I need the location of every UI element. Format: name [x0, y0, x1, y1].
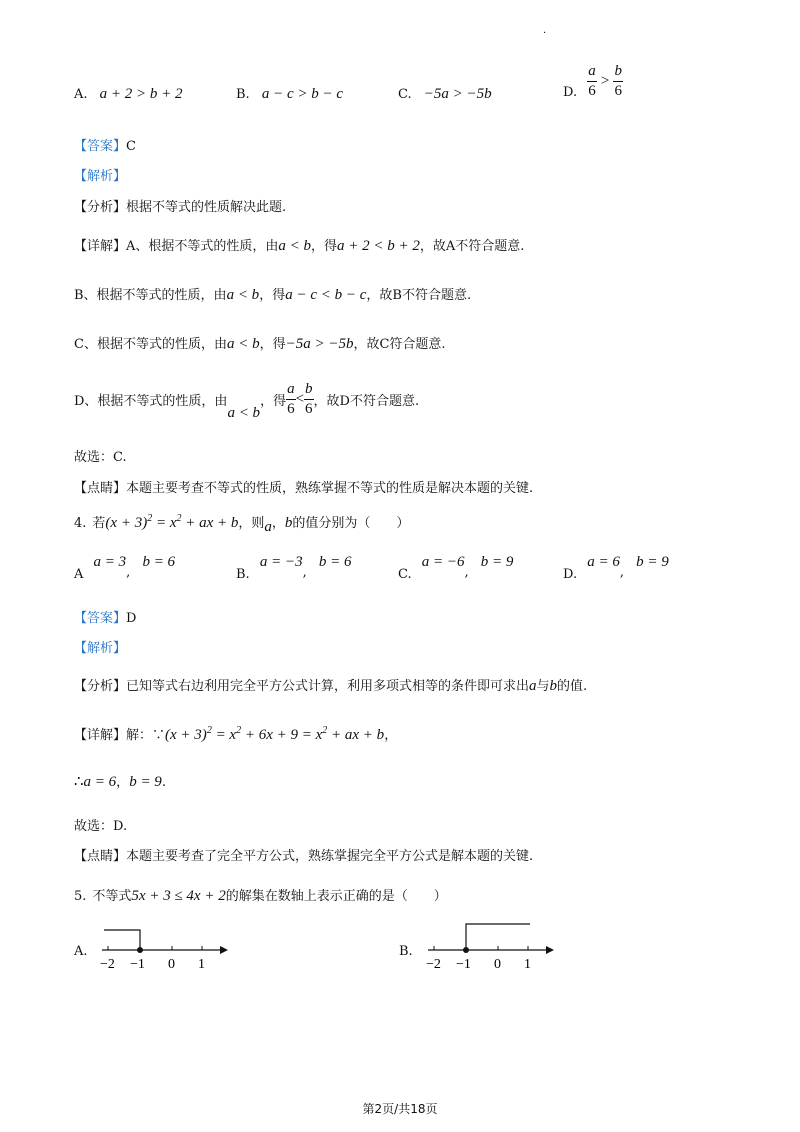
q3-option-b — [236, 86, 343, 103]
q3-detail-d: D、根据不等式的性质，由a < b，得 $\frac{a}{6}$ < $\frac{b}{6}$ ，故D不符合题意. — [74, 381, 420, 421]
option-expr: −5a > −5b — [423, 86, 492, 102]
fraction: $\frac{a}{6}$ — [588, 63, 596, 99]
number-line-b — [418, 918, 558, 974]
tick-label: 0 — [168, 957, 175, 972]
q3-analysis-tag: 【解析】 — [74, 169, 127, 184]
page-footer: 第2页/共18页 — [362, 1102, 438, 1116]
q4-stem: 4. 若$(x + 3)^2 = x^2$ + ax + b，则a，b的值分别为（ ） — [74, 513, 410, 535]
tick-label: 1 — [198, 957, 205, 972]
option-label: B. — [236, 87, 250, 102]
q4-choose: 故选：D. — [74, 819, 128, 834]
q4-dianjing: 【点睛】本题主要考查了完全平方公式，熟练掌握完全平方公式是解本题的关键. — [74, 849, 534, 864]
q3-detail-a: 【详解】A、根据不等式的性质，由a < b，得a + 2 < b + 2，故A不符合题意. — [74, 238, 525, 254]
q4-detail: 【详解】解：∵(x + $3)^2 = x^2 + 6x + 9 = x^2$ + ax + b， — [74, 725, 398, 743]
q3-option-a — [74, 86, 183, 103]
answer-value: C — [126, 139, 136, 154]
fraction: $\frac{b}{6}$ — [614, 63, 622, 99]
tick-label: −1 — [130, 957, 145, 972]
q3-option-c — [398, 86, 492, 103]
q3-detail-c: C、根据不等式的性质，由a < b，得−5a > −5b，故C符合题意. — [74, 336, 446, 352]
q4-option-a: A a = 3, b = 6 — [74, 554, 176, 582]
top-mark: · — [543, 28, 547, 39]
q4-answer: 【答案】D — [74, 611, 137, 626]
fenxi-text: 根据不等式的性质解决此题. — [126, 200, 287, 215]
option-label: C. — [398, 87, 412, 102]
option-label: A. — [74, 87, 88, 102]
option-expr: a − c > b − c — [261, 86, 344, 102]
q3-dianjing: 【点睛】本题主要考查不等式的性质，熟练掌握不等式的性质是解决本题的关键. — [74, 481, 534, 496]
answer-tag: 【答案】 — [74, 139, 127, 154]
tick-label: 1 — [524, 957, 531, 972]
fenxi-tag: 【分析】 — [74, 200, 127, 215]
tick-label: −2 — [426, 957, 441, 972]
q3-answer — [74, 135, 136, 154]
q4-analysis-tag: 【解析】 — [74, 641, 127, 656]
q4-therefore: ∴a = 6，b = 9. — [74, 774, 166, 790]
q4-fenxi: 【分析】已知等式右边利用完全平方公式计算，利用多项式相等的条件即可求出a与b的值. — [74, 678, 588, 694]
tick-label: −2 — [100, 957, 115, 972]
fraction: $\frac{b}{6}$ — [305, 381, 313, 417]
q5-option-a-label: A. — [74, 944, 88, 959]
q3-choose: 故选：C. — [74, 450, 127, 465]
tick-label: 0 — [494, 957, 501, 972]
tick-label: −1 — [456, 957, 471, 972]
option-expr: a + 2 > b + 2 — [99, 86, 183, 102]
number-line-a — [92, 918, 232, 974]
option-label: D. — [563, 85, 578, 100]
q5-option-b-label: B. — [399, 944, 413, 959]
q3-option-d — [563, 63, 623, 100]
q4-option-d: D. a = 6, b = 9 — [563, 554, 669, 582]
q5-stem: 5. 不等式5x + 3 ≤ 4x + 2的解集在数轴上表示正确的是（ ） — [74, 888, 447, 904]
q4-option-b: B. a = −3, b = 6 — [236, 554, 352, 582]
q4-option-c: C. a = −6, b = 9 — [398, 554, 514, 582]
q3-detail-b: B、根据不等式的性质，由a < b，得a − c < b − c，故B不符合题意. — [74, 287, 472, 303]
q3-fenxi — [74, 196, 286, 215]
relation: > — [600, 73, 610, 89]
fraction: $\frac{a}{6}$ — [287, 381, 295, 417]
